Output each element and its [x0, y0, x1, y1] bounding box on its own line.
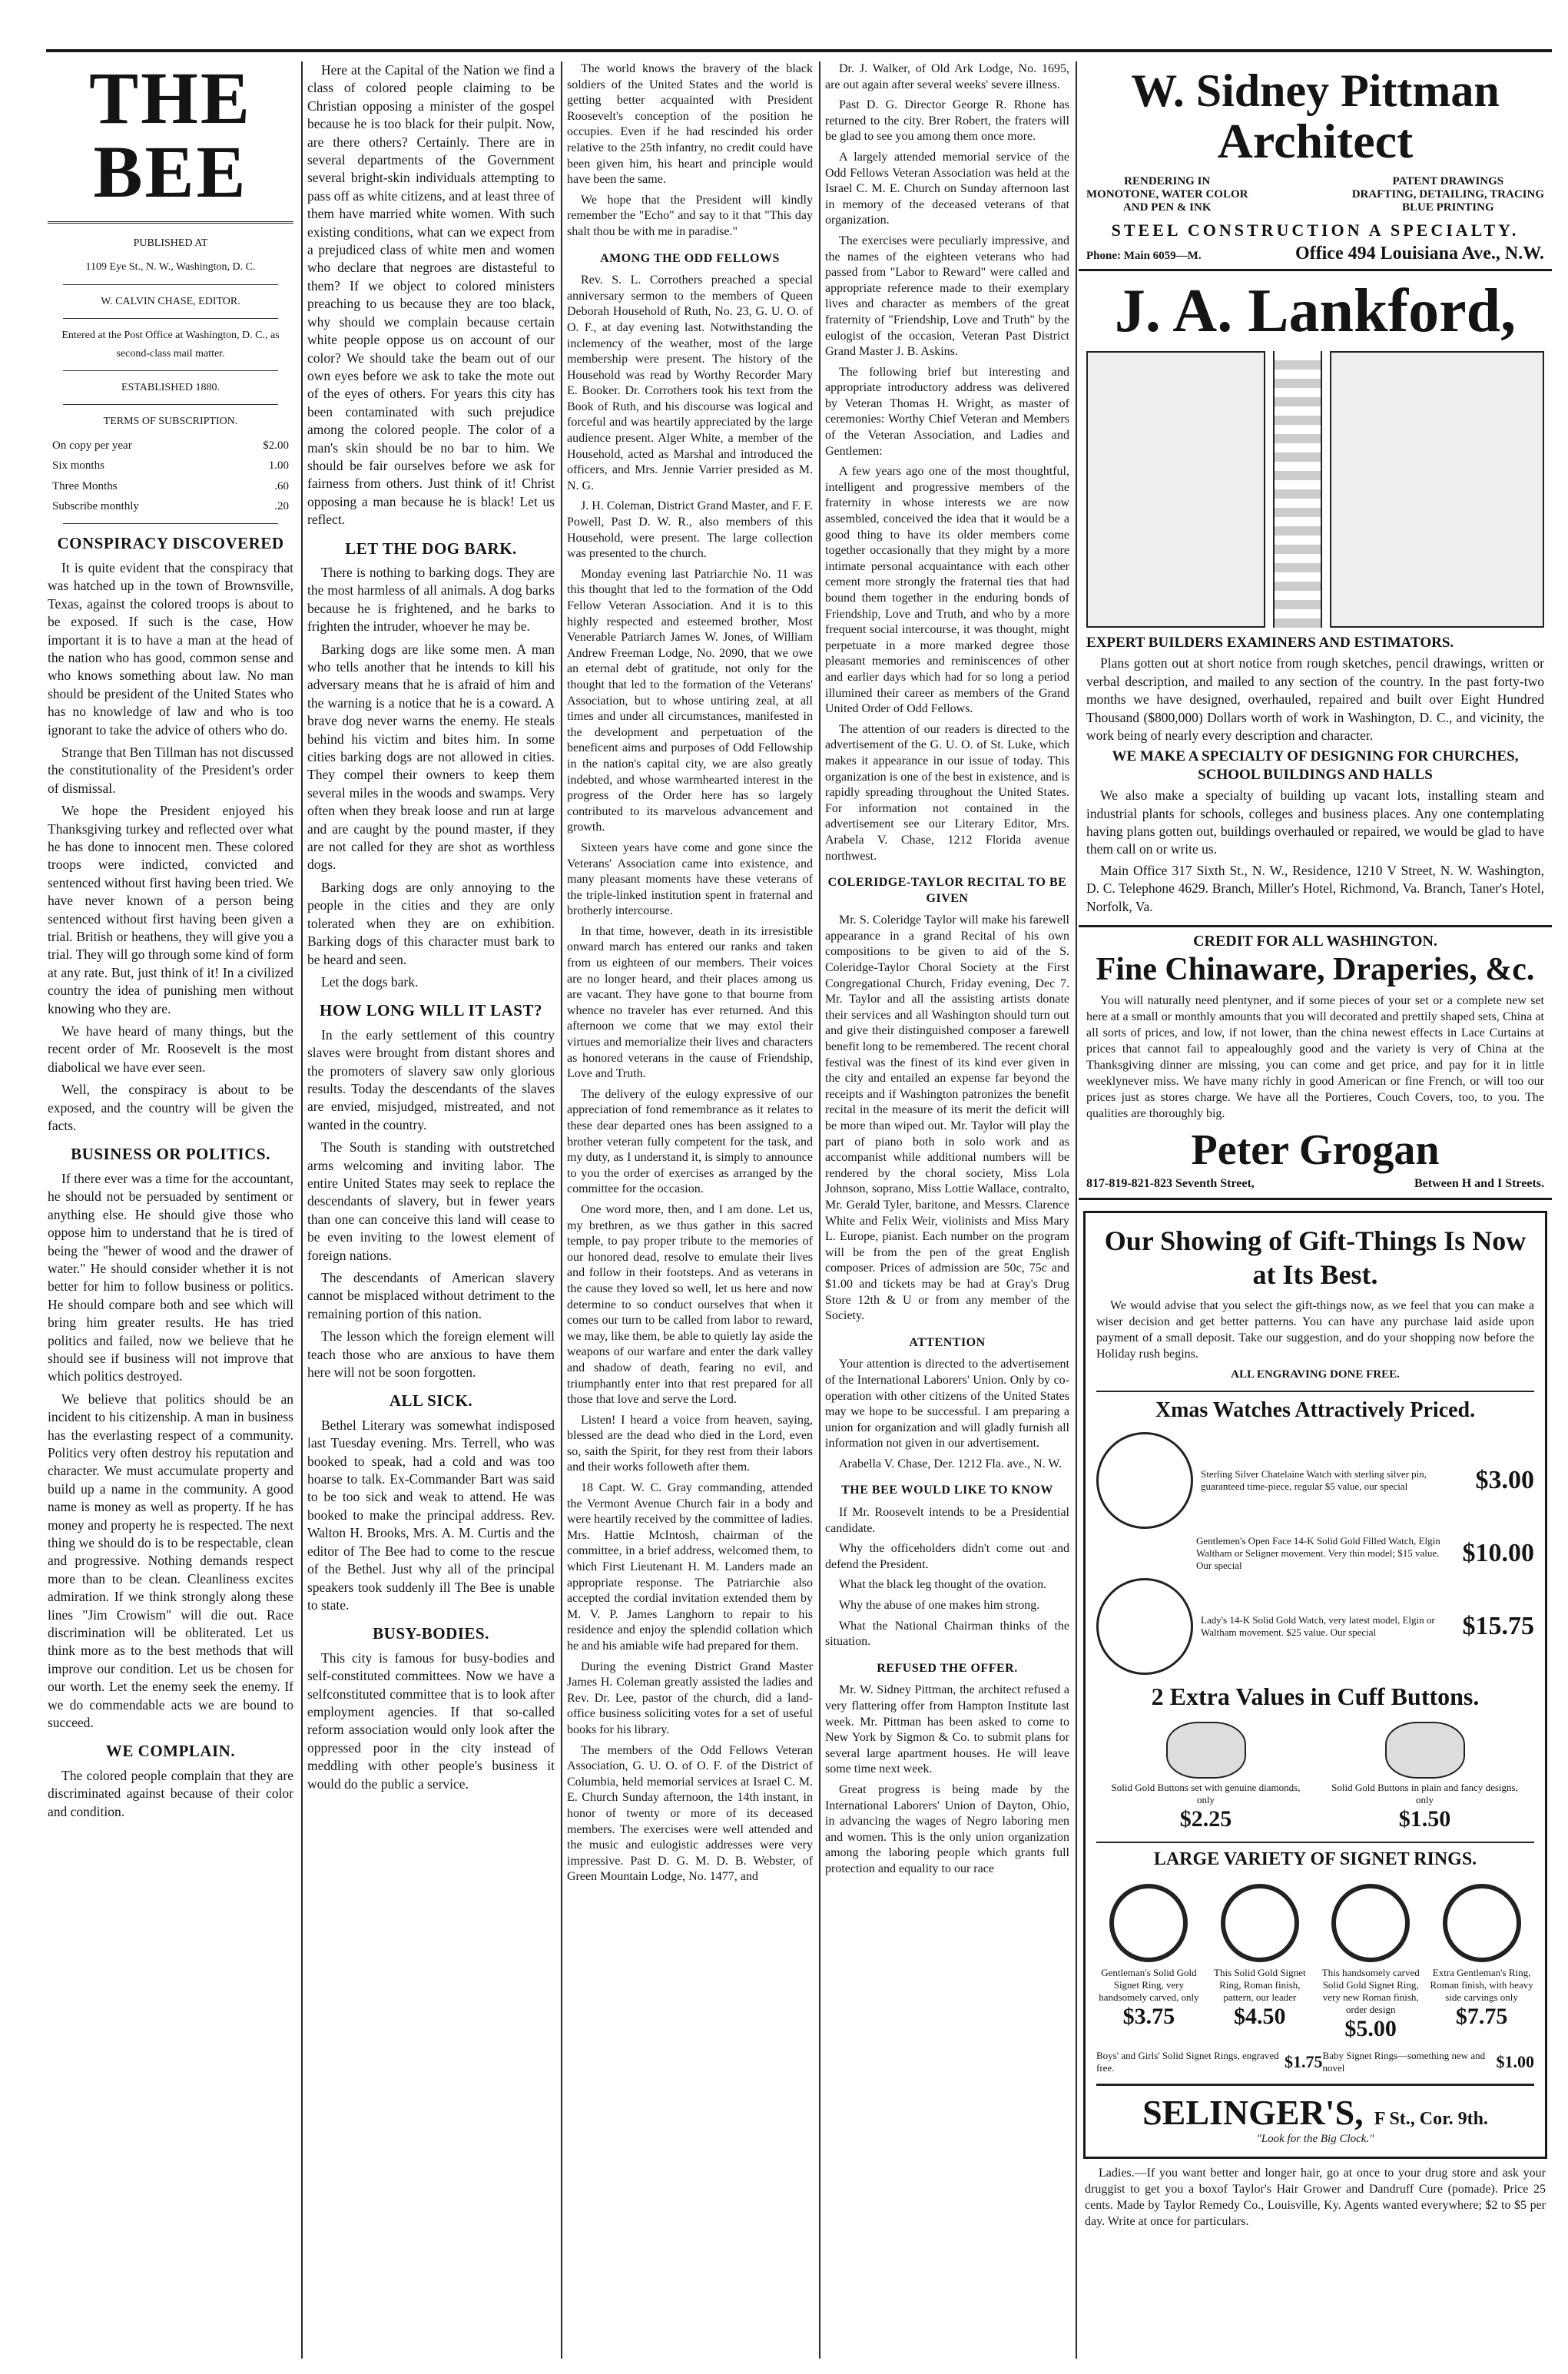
- headline-bee-would: THE BEE WOULD LIKE TO KNOW: [841, 1484, 1053, 1497]
- terms-row: On copy per year $2.00: [52, 439, 289, 452]
- headline-all-sick: ALL SICK.: [389, 1391, 473, 1411]
- paragraph: Bethel Literary was somewhat indisposed last Tuesday evening. Mrs. Terrell, who was booked to speak, had a cold and was too hoarse to talk. Ex-Commander Bart was said to be too sick and weak to attend. He was booked to make the principal address. Rev. Walton H. Brooks, Mrs. A. M. Curtis and the editor of The Bee had to come to the rescue of the Bethel. Just why all of the principal speakers took suddenly ill The Bee is unable to state.: [307, 1417, 555, 1613]
- terms-row: Three Months .60: [52, 479, 289, 492]
- engraving-note: ALL ENGRAVING DONE FREE.: [1231, 1368, 1400, 1381]
- cuff-item: Solid Gold Buttons in plain and fancy designs, only $1.50: [1326, 1719, 1523, 1832]
- pittman-steel: STEEL CONSTRUCTION A SPECIALTY.: [1111, 220, 1520, 240]
- lankford-offices: Main Office 317 Sixth St., N. W., Residence, 1210 V Street, N. W. Washington, D. C. Telephone 4629. Branch, Miller's Hotel, Richmond, Va. Branch, Taner's Hotel, Norfolk, Va.: [1086, 862, 1544, 914]
- pittman-office: Office 494 Louisiana Ave., N.W.: [1295, 244, 1544, 264]
- terms-row: Six months 1.00: [52, 459, 289, 472]
- paragraph: Strange that Ben Tillman has not discussed the constitutionality of the President's order of dismissal.: [48, 744, 293, 796]
- cuff-row: [1096, 1719, 1534, 1832]
- cufflink-image: [1166, 1722, 1246, 1779]
- column-1: [48, 61, 293, 1825]
- headline-business: BUSINESS OR POLITICS.: [71, 1145, 270, 1164]
- divider: [63, 318, 278, 319]
- paragraph: Sixteen years have come and gone since the Veterans' Association came into existence, and many pleasant moments have these veterans of the triple-linked institution spent in fraternal and brotherly intercourse.: [567, 841, 813, 918]
- watch-item: Gentlemen's Open Face 14-K Solid Gold Filled Watch, Elgin Waltham or Seligner movement. Very thin model; $15 value. Our special $10.00: [1196, 1535, 1534, 1572]
- paragraph: The world knows the bravery of the black soldiers of the United States and the world is getting better acquainted with President Roosevelt's conception of the position he occupies. Even if he had rescinded his order relative to the 25th infantry, no credit could have been given him, his heart and principle would have been the same.: [567, 62, 813, 187]
- paragraph: A few years ago one of the most thoughtful, intelligent and progressive members of the fraternity in whose interests we are now assembled, conceived the idea that it would be a good thing to have its older members come together occasionally that they might by a more intimate personal acquaintance with each other cement more strongly the fraternal ties that had bound them together in the enduring bonds of Friendship, Love and Truth, and who by a more frequent social intercourse, it was thought, might perpetuate in a more marked degree those pleasant memories and reminiscences of other and earlier days which had for so long a period illumined their career as members of the Grand United Order of Odd Fellows.: [825, 465, 1069, 716]
- paragraph: Mr. W. Sidney Pittman, the architect refused a very flattering offer from Hampton Institute last week. Mr. Pittman has been asked to come to New York by Sigmon & Co. to submit plans for several large apartment houses. He will leave some time next week.: [825, 1683, 1069, 1776]
- paragraph: Rev. S. L. Corrothers preached a special anniversary sermon to the members of Queen Deborah Household of Ruth, No. 23, G. U. O. of O. F., at day evening last. Notwithstanding the inclemency of the weather, most of the large membership were present. The history of the Household was read by Worthy Recorder Mary E. Booker. Dr. Corrothers took his text from the Book of Ruth, and his discourse was logical and forceful and was heartily appreciated by the large audience present. Alger White, a member of the Household, acted as Marshal and introduced the officers, and Mrs. Jennie Varrier presided as M. N. G.: [567, 274, 813, 492]
- cuff-heading: 2 Extra Values in Cuff Buttons.: [1151, 1683, 1480, 1711]
- headline-how-long: HOW LONG WILL IT LAST?: [320, 1001, 542, 1020]
- lankford-name: J. A. Lankford,: [1114, 277, 1517, 345]
- entered-notice: Entered at the Post Office at Washington, D. C., as second-class mail matter.: [61, 330, 280, 360]
- ring-item: Gentleman's Solid Gold Signet Ring, very handsomely carved, only $3.75: [1096, 1879, 1202, 2042]
- published-at: PUBLISHED AT: [133, 237, 208, 249]
- established: ESTABLISHED 1880.: [121, 382, 220, 394]
- headline-dog: LET THE DOG BARK.: [345, 539, 517, 558]
- paragraph: Here at the Capital of the Nation we find a class of colored people claiming to be Christian opposing a minister of the gospel because he is too black for their pulpit. Now, are there others? Certainly. There are in several departments of the Government several bright-skin individuals attempting to pass off as white citizens, and at least three of them have married white women. With such existing conditions, what can we expect from a prejudiced class of white men and women who declare that negroes are distasteful to them? If we object to colored ministers preaching to us because they are too black, why should we complain because certain white people oppose us on account of our color? We should take the beam out of our own eyes before we ask to take the mote out of the eyes of others. For years this city has been contaminated with such prejudice among the colored people. The color of a man's skin should be no bar to him. We should be fair ourselves before we ask for fairness from others. Just think of it! Christ opposing a man because he is black! Let us reflect.: [307, 62, 555, 528]
- ad-column: [1079, 61, 1552, 2234]
- terms-heading: TERMS OF SUBSCRIPTION.: [103, 416, 238, 428]
- pittman-contact: [1086, 244, 1544, 264]
- paragraph: We hope the President enjoyed his Thanksgiving turkey and reflected over what he has done to innocent men. These colored troops were indicted, convicted and sentenced without first having been tried. We have never known of a person being sentenced without first having been given a trial. British or heathens, they will give you a trial. They will go through some kind of form at any rate. But, just think of it! In a civilized country the idea of punishing men without knowing who they are.: [48, 803, 293, 1016]
- paragraph: In that time, however, death in its irresistible onward march has entered our ranks and taken from us eighteen of our members. Their voices are no longer heard, and their places among us are vacant. They have gone to that bourne from whence no traveler has ever returned. And this afternoon we come that we may extol their virtues and memorialize their lives and characters as honored veterans in the cause of Friendship, Love and Truth.: [567, 924, 813, 1081]
- paragraph: The descendants of American slavery cannot be misplaced without detriment to the remaining portion of this nation.: [307, 1270, 555, 1321]
- column-rule: [561, 61, 562, 2359]
- small-rings-row: Boys' and Girls' Solid Signet Rings, engraved free. $1.75 Baby Signet Rings—something new and novel $1.00: [1096, 2050, 1534, 2074]
- paragraph: In the early settlement of this country slaves were brought from distant shores and the promoters of slavery saw only glorious results. Today the descendants of the slaves are envied, misjudged, mistreated, and not wanted in the country.: [307, 1026, 555, 1132]
- paragraph: The South is standing with outstretched arms welcoming and inviting labor. The entire United States may seek to replace the descendants of slavery, but in fewer years than one can conceive this land will cease to be even inviting to the lowest element of foreign nations.: [307, 1139, 555, 1263]
- paragraph: 18 Capt. W. C. Gray commanding, attended the Vermont Avenue Church fair in a body and were heartily received by the committee of ladies. Mrs. Hattie McIntosh, chairman of the committee, in a brief address, welcomed them, to which First Lieutenant H. M. Landers made an appropriate response. The Patriarchie also accepted the cordial invitation extended them by M. V. P. James Langhorn to repair to his residence and enjoy the splendid collation which he and his amiable wife had prepared for them.: [567, 1481, 813, 1653]
- ring-item: This handsomely carved Solid Gold Signet Ring, very new Roman finish, order design $5.00: [1318, 1879, 1424, 2042]
- paragraph: Why the officeholders didn't come out and defend the President.: [825, 1542, 1069, 1571]
- ring-image: [1109, 1884, 1188, 1962]
- pittman-services: RENDERING IN MONOTONE, WATER COLOR AND PEN & INK PATENT DRAWINGS DRAFTING, DETAILING, TRACING BLUE PRINTING: [1086, 175, 1544, 214]
- paragraph: We have heard of many things, but the recent order of Mr. Roosevelt is the most diabolical we have ever seen.: [48, 1023, 293, 1075]
- pittman-title: Architect: [1217, 114, 1414, 168]
- ring-image: [1221, 1884, 1299, 1962]
- paragraph: Why the abuse of one makes him strong.: [839, 1599, 1040, 1613]
- paragraph: The lesson which the foreign element will teach those who are anxious to have them here will not be soon forgotten.: [307, 1328, 555, 1381]
- ring-image: [1443, 1884, 1521, 1962]
- paragraph: What the National Chairman thinks of the situation.: [825, 1619, 1069, 1649]
- address: 1109 Eye St., N. W., Washington, D. C.: [85, 261, 256, 274]
- headline-busy-bodies: BUSY-BODIES.: [373, 1624, 489, 1643]
- paragraph: Monday evening last Patriarchie No. 11 was this thought that led to the formation of the Odd Fellow Veteran Association. And it is to this highly respected and esteemed brother, Most Venerable Patriarch James W. Jones, of William Andrew Freeman Lodge, No. 2090, that we owe an eternal debt of gratitude, not only for the thought that led to the formation of the Veterans' Association, but to whose untiring zeal, at all times and under all circumstances, manifested in the development and perpetuation of the beneficent aims and purposes of Odd Fellowship in the nation's capital city, we are also greatly indebted, and whose warmhearted interest in the progress of the Order here has so largely contributed to its marvelous advancement and growth.: [567, 567, 813, 834]
- headline-refused: REFUSED THE OFFER.: [877, 1661, 1018, 1675]
- paragraph: Mr. S. Coleridge Taylor will make his farewell appearance in a grand Recital of his own compositions to be given to aid of the S. Coleridge-Taylor Choral Society at the First Congregational Church, Friday evening, Dec 7. Mr. Taylor and all the assisting artists donate their services and all Washington should turn out and give their distinguished composer a farewell benefit long to be remembered. The recent choral festival was the finest of its kind ever given in the city and entailed an expense far beyond the receipts and if Washington patronizes the benefit recital in the measure of its merit the deficit will be more than wiped out. Mr. Taylor will play the part of piano both in solo work and as accompanist while additional numbers will be rendered by the choral society, Miss Lola Johnson, soprano, Miss Lottie Wallace, contralto, Mr. Gerald Tyler, baritone, and Messrs. Clarence White and Felix Weir, violinists and Miss Mary L. Europe, pianist. Each number on the program will be from the pen of the great English composer. Prices of admission are 50c, 75c and $1.00 and tickets may be had at Gray's Drug Store 12th & U or from any member of the Society.: [825, 913, 1069, 1323]
- paragraph: Past D. G. Director George R. Rhone has returned to the city. Brer Robert, the fraters will be glad to see you among them once more.: [825, 98, 1069, 144]
- lankford-ad: [1079, 271, 1552, 927]
- divider: [63, 370, 278, 371]
- top-rule: [46, 49, 1552, 52]
- paragraph: Your attention is directed to the advertisement of the International Laborers' Union. Only by co-operation with other citizens of the United States may we hope to be successful. I am preparing a union for organization and will gladly furnish all information not given in our advertisement.: [825, 1358, 1069, 1451]
- paragraph: There is nothing to barking dogs. They are the most harmless of all animals. A dog barks because he is frightened, and he barks to frighten the intruder, whoever he may be.: [307, 564, 555, 635]
- ring-image: [1331, 1884, 1410, 1962]
- cuff-item: Solid Gold Buttons set with genuine diamonds, only $2.25: [1107, 1719, 1304, 1832]
- paragraph: It is quite evident that the conspiracy that was hatched up in the town of Brownsville, Texas, against the colored troops is about to be exposed. If such is the case, How important it is to have a man at the head of the nation who has good, common sense and who knows something about law. No man should be president of the United States who has no knowledge of law and who is too ignorant to take the advice of others who do.: [48, 559, 293, 738]
- column-2: [307, 61, 555, 1798]
- paragraph: If there ever was a time for the accountant, he should not be persuaded by sentiment or anything else. He should give those who oppose him to understand that he is tired of being the "hewer of wood and the drawer of water." He should consider whether it is not better for him to follow business or politics. He should compare both and see which will bring him greater results. He has tried politics and failed, now we believe that he should see if business will not improve that which politics destroyed.: [48, 1170, 293, 1384]
- rings-heading: LARGE VARIETY OF SIGNET RINGS.: [1096, 1842, 1534, 1870]
- headline-complain: WE COMPLAIN.: [105, 1742, 236, 1761]
- paragraph: The exercises were peculiarly impressive, and the names of the eighteen veterans who had passed from "Labor to Reward" were called and appropriate reference made to their exemplary lives and character as members of the great fraternity of "Friendship, Love and Truth" by the eulogist of the occasion, Veteran Past District Grand Master J. B. Askins.: [825, 234, 1069, 359]
- paragraph: Great progress is being made by the International Laborers' Union of Dayton, Ohio, in advancing the wages of Negro laboring men and women. This is the only union organization among the laboring people which grants full protection and equality to our race: [825, 1782, 1069, 1875]
- selinger-title: Our Showing of Gift-Things Is Now at Its Best.: [1104, 1225, 1527, 1291]
- pittman-phone: Phone: Main 6059—M.: [1086, 250, 1202, 262]
- headline-conspiracy: CONSPIRACY DISCOVERED: [57, 534, 284, 553]
- pittman-name: W. Sidney Pittman: [1131, 65, 1500, 116]
- paragraph: Well, the conspiracy is about to be exposed, and the country will be given the facts.: [48, 1082, 293, 1134]
- selinger-intro: We would advise that you select the gift-things now, as we feel that you can make a wiser decision and get better patterns. You can have any purchase laid aside upon payment of a small deposit. Take our suggestion, and do your shopping now before the Holiday rush begins.: [1096, 1299, 1534, 1361]
- lankford-paragraph: Plans gotten out at short notice from rough sketches, pencil drawings, written or verbal description, and mailed to any section of the country. In the past forty-two months we have designed, overhauled, repaired and built over Eight Hundred Thousand ($800,000) Dollars worth of work in Washington, D. C., and vicinity, the work being of nearly every description and character.: [1086, 655, 1544, 744]
- editor: W. CALVIN CHASE, EDITOR.: [101, 295, 240, 307]
- watch-image: [1096, 1432, 1193, 1529]
- selinger-address: F St., Cor. 9th.: [1374, 2109, 1488, 2130]
- paragraph: The attention of our readers is directed to the advertisement of the G. U. O. of St. Luke, which makes it appearance in our issue of today. This organization is one of the best in existence, and is rapidly spreading throughout the United States. For information not contained in the advertisement see our Literary Editor, Mrs. Arabela V. Chase, 1212 Florida avenue northwest.: [825, 722, 1069, 863]
- pittman-ad: [1079, 61, 1552, 271]
- paragraph: One word more, then, and I am done. Let us, my brethren, as we thus gather in this sacred temple, to pay proper tribute to the memories of our honored dead, resolve to emulate their lives and follow in their footsteps. And as veterans in the cause they loved so well, let us here and now determine to so conduct ourselves that when it comes our turn to be called from labor to reward, we may, like them, be able to quietly lay aside the weapons of our warfare and enter the dark valley and shadow of death, fearing no evil, and triumphantly enter into that rest prepared for all those that love and serve the Lord.: [567, 1202, 813, 1407]
- column-rule: [1076, 61, 1077, 2359]
- terms-row: Subscribe monthly .20: [52, 500, 289, 513]
- ring-item: Extra Gentleman's Ring, Roman finish, with heavy side carvings only $7.75: [1429, 1879, 1534, 2042]
- paragraph: The delivery of the eulogy expressive of our appreciation of fond remembrance as it relates to these dear departed ones has been assigned to a brother veteran fully competent for the task, and my duty, as I understand it, is simply to announce to you the order of exercises as arranged by the committee for the occasion.: [567, 1087, 813, 1196]
- selinger-footer: [1096, 2084, 1534, 2133]
- paragraph: During the evening District Grand Master James H. Coleman greatly assisted the ladies and Rev. Dr. Lee, pastor of the church, did a land-office business soliciting votes for a set of useful books for his library.: [567, 1659, 813, 1736]
- paragraph: Arabella V. Chase, Der. 1212 Fla. ave., N. W.: [839, 1457, 1062, 1470]
- selinger-name: SELINGER'S,: [1142, 2093, 1364, 2133]
- paragraph: Let the dogs bark.: [321, 973, 419, 990]
- credit-line: CREDIT FOR ALL WASHINGTON.: [1193, 933, 1437, 950]
- lankford-heading: EXPERT BUILDERS EXAMINERS AND ESTIMATORS.: [1086, 635, 1454, 651]
- paragraph: If Mr. Roosevelt intends to be a Presidential candidate.: [825, 1506, 1069, 1535]
- selinger-slogan: "Look for the Big Clock.": [1256, 2133, 1374, 2146]
- hair-grower-ad: Ladies.—If you want better and longer hair, go at once to your drug store and ask your druggist to get you a boxof Taylor's Hair Grower and Dandruff Cure (pomade). Price 25 cents. Made by Taylor Remedy Co., Louisville, Ky. Agents wanted everywhere; $2 to $5 per day. Write at once for particulars.: [1085, 2167, 1546, 2229]
- cufflink-image: [1385, 1722, 1465, 1779]
- column-4: [825, 61, 1069, 1882]
- paragraph: A largely attended memorial service of the Odd Fellows Veteran Association was held at the Israel C. M. E. Church on Sunday afternoon last in memory of the deceased veterans of that organization.: [825, 150, 1069, 227]
- lankford-specialty: WE MAKE A SPECIALTY OF DESIGNING FOR CHURCHES, SCHOOL BUILDINGS AND HALLS: [1112, 748, 1519, 783]
- building-image: [1330, 351, 1544, 628]
- watch-item: Lady's 14-K Solid Gold Watch, very latest model, Elgin or Waltham movement. $25 value. Our special $15.75: [1096, 1578, 1534, 1675]
- ornament-column: [1273, 351, 1322, 628]
- paragraph: Barking dogs are only annoying to the people in the cities and they are only tolerated when they are on exhibition. Barking dogs of this character must bark to be heard and seen.: [307, 879, 555, 967]
- divider: [63, 404, 278, 405]
- divider: [63, 523, 278, 524]
- grogan-body: You will naturally need plentyner, and if some pieces of your set or a complete new set here at a small or monthly amounts that you will decorated and prettily shaped sets, China at all sorts of prices, and low, if not lower, than the china newest effects in Lace Curtains at prices that cannot fail to appealoughly good and the variety is very of China at the Thanksgiving dinner are missing, you can come and get price, and pay for it in little weeklynever miss. We have many richly in good American or fine French, or will too our prices just as stores charge. We have all the Portieres, Couch Covers, too, to you. The qualities are thoroughly big.: [1086, 994, 1544, 1121]
- selinger-ad: [1083, 1211, 1547, 2159]
- paragraph: J. H. Coleman, District Grand Master, and F. F. Powell, Past D. W. R., also members of this Household, were present. The large collection was presented to the church.: [567, 499, 813, 561]
- headline-odd-fellows: AMONG THE ODD FELLOWS: [600, 251, 780, 265]
- column-3: [567, 61, 813, 1890]
- headline-attention: ATTENTION: [909, 1335, 986, 1349]
- paragraph: We believe that politics should be an incident to his citizenship. A man in business has the everlasting respect of a community. Politics very often destroy his reputation and character. We must accumulate property and build up a name in the community. A good name is money as well as property. If he has money and property he is respected. The next thing we should do is to be respectable, clean and progressive. Nothing demands respect more than to be clean. Cleanliness excites admiration. If we think strongly along these lines "Jim Crowism" will die out. Race discrimination will be obliterated. Let us think more as to the best methods that will improve our condition. Let us be chosen for our worth. Let the enemy seek the enemy. If we do commendable acts we are bound to succeed.: [48, 1391, 293, 1731]
- divider: [63, 284, 278, 285]
- paragraph: Dr. J. Walker, of Old Ark Lodge, No. 1695, are out again after several weeks' severe illness.: [825, 62, 1069, 91]
- watch-item: Sterling Silver Chatelaine Watch with sterling silver pin, guaranteed time-piece, regular $5 value, our special $3.00: [1096, 1432, 1534, 1529]
- grogan-name: Peter Grogan: [1191, 1126, 1440, 1175]
- grogan-address-row: 817-819-821-823 Seventh Street, Between H and I Streets.: [1086, 1177, 1544, 1191]
- watches-heading: Xmas Watches Attractively Priced.: [1096, 1391, 1534, 1423]
- paragraph: The following brief but interesting and appropriate introductory address was delivered by Veteran Thomas H. Wright, as master of ceremonies: Worthy Chief Veteran and Members of the Veteran Association, and Ladies and Gentlemen:: [825, 365, 1069, 458]
- paragraph: The colored people complain that they are discriminated against because of their color and condition.: [48, 1767, 293, 1819]
- paragraph: This city is famous for busy-bodies and self-constituted committees. Now we have a selfconstituted committee that is to look after employment agencies. If that so-called reform association would only look after the oppressed poor in the city instead of meddling with other people's business it would do the public a service.: [307, 1650, 555, 1792]
- paragraph: The members of the Odd Fellows Veteran Association, G. U. O. of O. F. of the District of Columbia, held memorial services at Israel C. M. E. Church Sunday afternoon, the 14th instant, in honor of twenty or more of its deceased members. The exercises were well attended and the music and eulogistic addresses were very impressive. Past D. G. M. D. B. Webster, of Green Mountain Lodge, No. 1477, and: [567, 1743, 813, 1884]
- ring-item: This Solid Gold Signet Ring, Roman finish, pattern, our leader $4.50: [1207, 1879, 1312, 2042]
- ring-row: [1096, 1879, 1534, 2042]
- grogan-ad: [1079, 927, 1552, 1200]
- grogan-headline: Fine Chinaware, Draperies, &c.: [1096, 952, 1535, 988]
- lankford-illustrations: [1086, 351, 1544, 628]
- paragraph: We hope that the President will kindly remember the "Echo" and say to it that "This day shalt thou be with me in paradise.": [567, 193, 813, 238]
- column-rule: [819, 61, 820, 2359]
- portrait-image: [1086, 351, 1265, 628]
- masthead-title: THE BEE: [48, 61, 293, 224]
- column-rule: [301, 61, 303, 2359]
- lankford-paragraph: We also make a specialty of building up vacant lots, installing steam and industrial plants for schools, colleges and business places. Any one contemplating having plans gotten out, buildings overhauled or repaired, we would be glad to have them call on or write us.: [1086, 787, 1544, 857]
- paragraph: Barking dogs are like some men. A man who tells another that he intends to kill his adversary means that he is afraid of him and the warning is a notice that he is a coward. A brave dog never warns the enemy. He steals behind his victim and bites him. In some cities barking dogs are not allowed in cities. They compel their owners to keep them several miles in the woods and swamps. Very often when they break loose and run at large and are caught by the pound master, if they are not called for they are shot as worthless dogs.: [307, 641, 555, 873]
- watch-image: [1096, 1578, 1193, 1675]
- paragraph: Listen! I heard a voice from heaven, saying, blessed are the dead who died in the Lord, even so, saith the Spirit, for they rest from their labors and their works followeth after them.: [567, 1413, 813, 1474]
- paragraph: What the black leg thought of the ovation.: [839, 1578, 1047, 1592]
- headline-coleridge: COLERIDGE-TAYLOR RECITAL TO BE GIVEN: [827, 876, 1067, 905]
